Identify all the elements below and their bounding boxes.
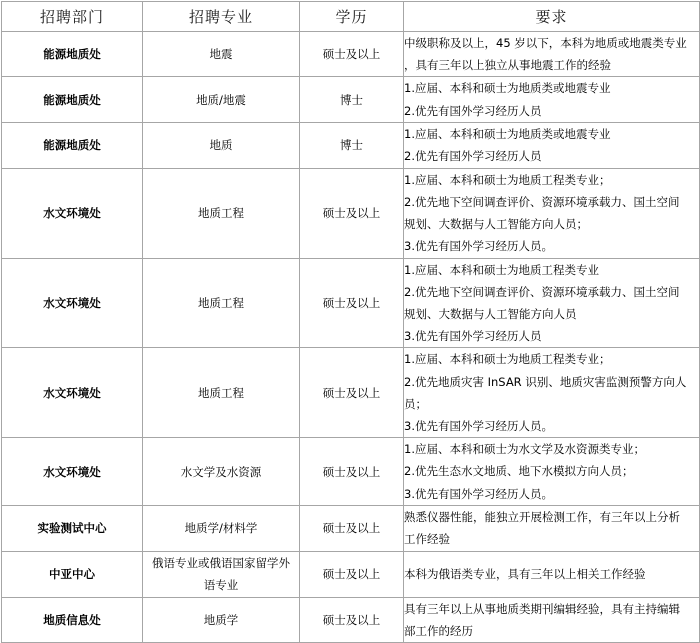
req-line: 具有三年以上从事地质类期刊编辑经验，具有主持编辑 — [404, 601, 680, 616]
cell-requirements — [404, 597, 700, 642]
req-line: 2.优先有国外学习经历人员 — [404, 103, 542, 118]
req-line: 3.优先有国外学习经历人员。 — [404, 419, 553, 434]
cell-dept: 水文环境处 — [2, 258, 143, 348]
req-line: 2.优先生态水文地质、地下水模拟方向人员； — [404, 464, 634, 479]
req-line: 中级职称及以上，45 岁以下，本科为地质或地震类专业 — [404, 36, 687, 50]
cell-dept: 能源地质处 — [2, 77, 143, 122]
cell-requirements — [404, 505, 700, 551]
cell-requirements — [404, 168, 700, 258]
major-line: 俄语专业或俄语国家留学外 — [152, 556, 290, 571]
req-line: 部工作的经历 — [404, 624, 473, 639]
cell-dept: 能源地质处 — [2, 32, 143, 77]
table-row — [2, 77, 700, 122]
cell-degree: 硕士及以上 — [300, 597, 404, 642]
cell-degree: 硕士及以上 — [300, 348, 404, 438]
cell-major: 地震 — [143, 32, 300, 77]
cell-major: 地质工程 — [143, 348, 300, 438]
cell-requirements — [404, 77, 700, 122]
req-line: 1.应届、本科和硕士为地质类或地震专业 — [404, 127, 611, 142]
table-row — [2, 438, 700, 506]
cell-requirements — [404, 32, 700, 77]
table-row — [2, 505, 700, 551]
req-line: 1.应届、本科和硕士为水文学及水资源类专业； — [404, 442, 645, 457]
cell-requirements — [404, 258, 700, 348]
recruitment-table — [1, 1, 700, 643]
header-requirements: 要求 — [404, 2, 700, 32]
table-row — [2, 348, 700, 438]
major-line: 语专业 — [203, 578, 239, 593]
cell-requirements — [404, 348, 700, 438]
cell-degree: 硕士及以上 — [300, 505, 404, 551]
req-line: 规划、大数据与人工智能方向人员 — [404, 307, 577, 322]
cell-dept: 水文环境处 — [2, 348, 143, 438]
cell-dept: 水文环境处 — [2, 438, 143, 506]
table-row — [2, 168, 700, 258]
req-line: 3.优先有国外学习经历人员。 — [404, 239, 553, 254]
req-line: ，具有三年以上独立从事地震工作的经验 — [404, 58, 611, 73]
cell-degree: 硕士及以上 — [300, 551, 404, 597]
cell-major: 地质学/材料学 — [143, 505, 300, 551]
cell-dept: 实验测试中心 — [2, 505, 143, 551]
table-row — [2, 122, 700, 168]
req-line: 1.应届、本科和硕士为地质类或地震专业 — [404, 81, 611, 96]
header-major: 招聘专业 — [143, 2, 300, 32]
req-line: 熟悉仪器性能，能独立开展检测工作，有三年以上分析 — [404, 510, 680, 525]
cell-degree: 硕士及以上 — [300, 438, 404, 506]
table-header-row — [2, 2, 700, 32]
req-line: 3.优先有国外学习经历人员。 — [404, 486, 553, 501]
cell-requirements — [404, 122, 700, 168]
req-line: 3.优先有国外学习经历人员 — [404, 329, 542, 344]
req-line: 员； — [404, 396, 427, 411]
table-row — [2, 551, 700, 597]
req-line: 2.优先有国外学习经历人员 — [404, 149, 542, 164]
req-line: 工作经验 — [404, 532, 450, 547]
cell-degree: 硕士及以上 — [300, 258, 404, 348]
cell-major: 地质/地震 — [143, 77, 300, 122]
cell-requirements — [404, 438, 700, 506]
cell-major: 地质工程 — [143, 258, 300, 348]
cell-requirements — [404, 551, 700, 597]
table-row — [2, 32, 700, 77]
cell-major — [143, 551, 300, 597]
req-line: 2.优先地下空间调查评价、资源环境承载力、国土空间 — [404, 284, 680, 299]
cell-major: 水文学及水资源 — [143, 438, 300, 506]
req-line: 2.优先地下空间调查评价、资源环境承载力、国土空间 — [404, 195, 680, 210]
cell-major: 地质工程 — [143, 168, 300, 258]
req-line: 1.应届、本科和硕士为地质工程类专业； — [404, 172, 611, 187]
req-line: 1.应届、本科和硕士为地质工程类专业； — [404, 352, 611, 367]
cell-dept: 地质信息处 — [2, 597, 143, 642]
req-line: 规划、大数据与人工智能方向人员； — [404, 217, 588, 232]
cell-dept: 能源地质处 — [2, 122, 143, 168]
req-line: 1.应届、本科和硕士为地质工程类专业 — [404, 262, 599, 277]
cell-degree: 博士 — [300, 122, 404, 168]
cell-dept: 水文环境处 — [2, 168, 143, 258]
cell-major: 地质 — [143, 122, 300, 168]
req-line: 本科为俄语类专业，具有三年以上相关工作经验 — [404, 567, 646, 582]
header-dept: 招聘部门 — [2, 2, 143, 32]
header-degree: 学历 — [300, 2, 404, 32]
cell-degree: 博士 — [300, 77, 404, 122]
cell-degree: 硕士及以上 — [300, 168, 404, 258]
table-row — [2, 258, 700, 348]
cell-dept: 中亚中心 — [2, 551, 143, 597]
table-row — [2, 597, 700, 642]
cell-major: 地质学 — [143, 597, 300, 642]
req-line: 2.优先地质灾害 InSAR 识别、地质灾害监测预警方向人 — [404, 374, 687, 389]
cell-degree: 硕士及以上 — [300, 32, 404, 77]
